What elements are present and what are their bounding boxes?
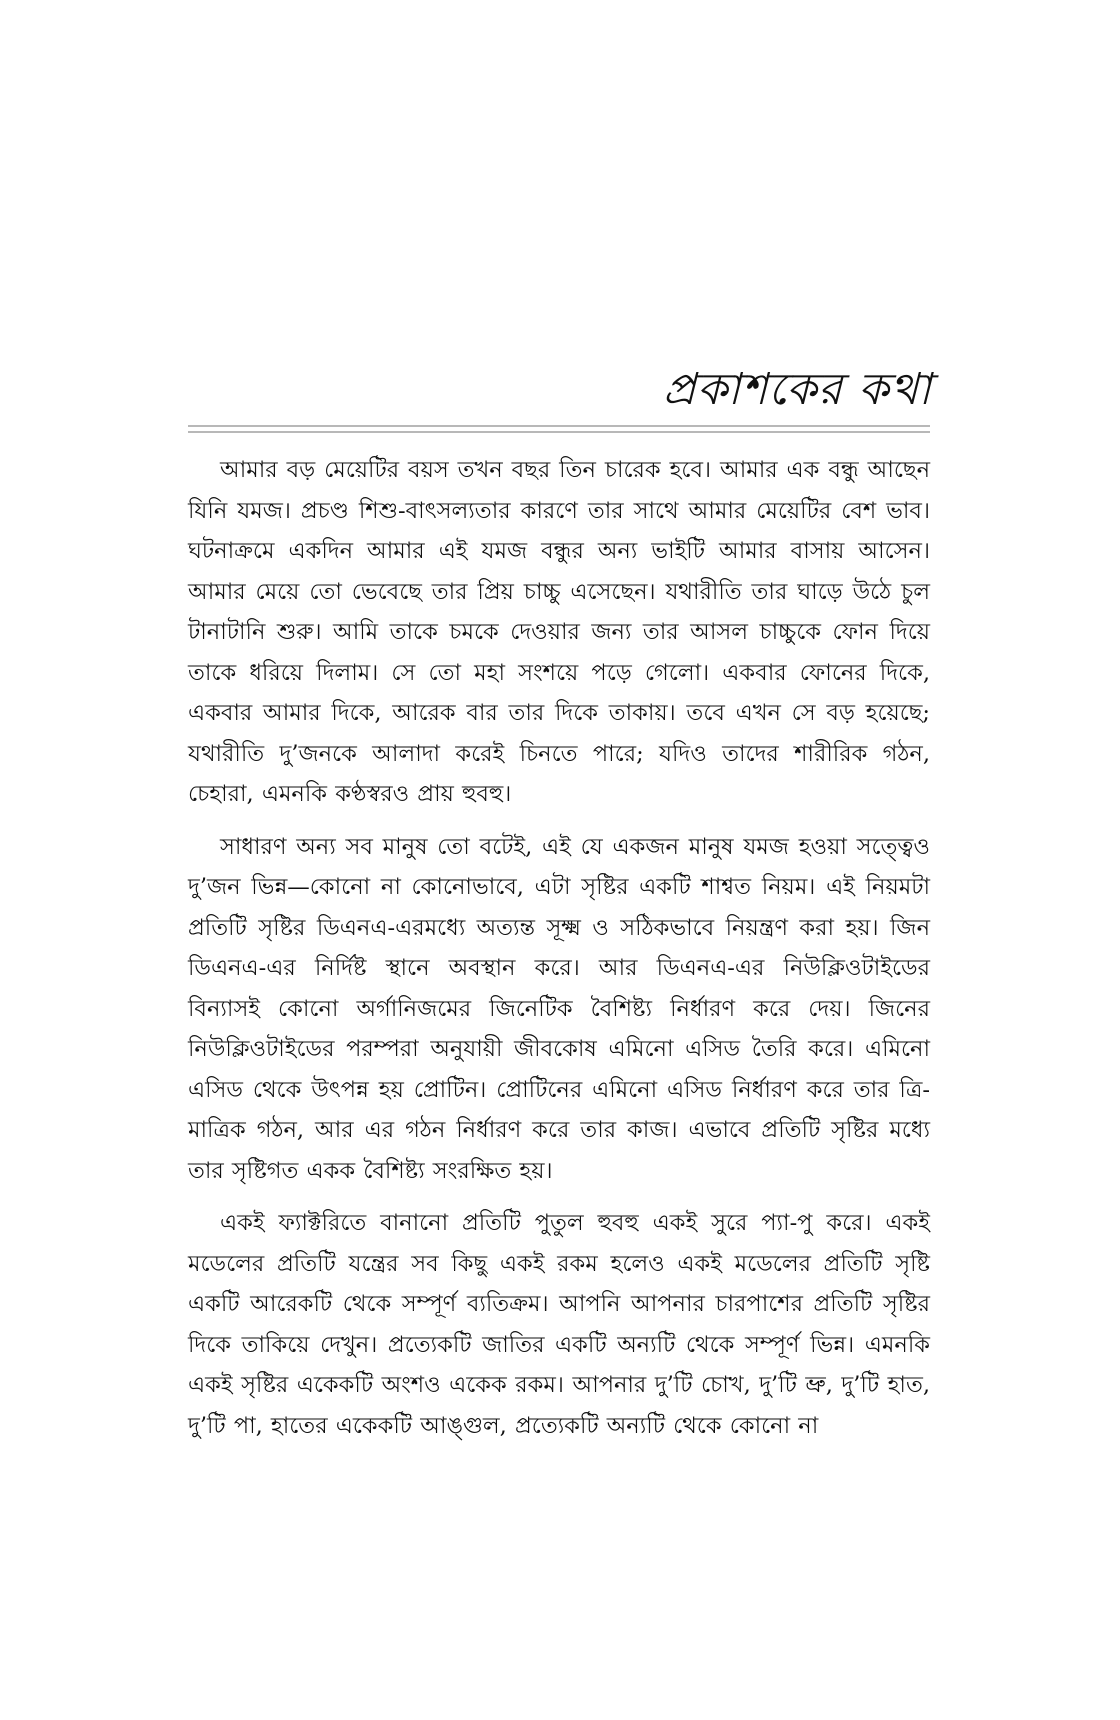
paragraph-1: আমার বড় মেয়েটির বয়স তখন বছর তিন চারেক হবে। আমার এক বন্ধু আছেন যিনি যমজ। প্রচণ্ড শিশু-বাৎসল্যতার কারণে তার সাথে আমার মেয়েটির বেশ ভাব। ঘটনাক্রমে একদিন আমার এই যমজ বন্ধুর অন্য ভাইটি আমার বাসায় আসেন। আমার মেয়ে তো ভেবেছে তার প্রিয় চাচ্চু এসেছেন। যথারীতি তার ঘাড়ে উঠে চুল টানাটানি শুরু। আমি তাকে চমকে দেওয়ার জন্য তার আসল চাচ্চুকে ফোন দিয়ে তাকে ধরিয়ে দিলাম। সে তো মহা সংশয়ে পড়ে গেলো। একবার ফোনের দিকে, একবার আমার দিকে, আরেক বার তার দিকে তাকায়। তবে এখন সে বড় হয়েছে; যথারীতি দু’জনকে আলাদা করেই চিনতে পারে; যদিও তাদের শারীরিক গঠন, চেহারা, এমনকি কণ্ঠস্বরও প্রায় হুবহু।	[188, 457, 930, 807]
heading-divider-top	[188, 425, 930, 427]
paragraph-3: একই ফ্যাক্টরিতে বানানো প্রতিটি পুতুল হুবহু একই সুরে প্যা-পু করে। একই মডেলের প্রতিটি যন্ত্রের সব কিছু একই রকম হলেও একই মডেলের প্রতিটি সৃষ্টি একটি আরেকটি থেকে সম্পূর্ণ ব্যতিক্রম। আপনি আপনার চারপাশের প্রতিটি সৃষ্টির দিকে তাকিয়ে দেখুন। প্রত্যেকটি জাতির একটি অন্যটি থেকে সম্পূর্ণ ভিন্ন। এমনকি একই সৃষ্টির একেকটি অংশও একেক রকম। আপনার দু’টি চোখ, দু’টি ভ্রু, দু’টি হাত, দু’টি পা, হাতের একেকটি আঙ্গুল, প্রত্যেকটি অন্যটি থেকে কোনো না	[188, 1210, 930, 1439]
chapter-heading: প্রকাশকের কথা	[662, 364, 932, 415]
paragraph-2: সাধারণ অন্য সব মানুষ তো বটেই, এই যে একজন মানুষ যমজ হওয়া সত্ত্বেও দু’জন ভিন্ন—কোনো না কোনোভাবে, এটা সৃষ্টির একটি শাশ্বত নিয়ম। এই নিয়মটা প্রতিটি সৃষ্টির ডিএনএ-এরমধ্যে অত্যন্ত সূক্ষ্ম ও সঠিকভাবে নিয়ন্ত্রণ করা হয়। জিন ডিএনএ-এর নির্দিষ্ট স্থানে অবস্থান করে। আর ডিএনএ-এর নিউক্লিওটাইডের বিন্যাসই কোনো অর্গানিজমের জিনেটিক বৈশিষ্ট্য নির্ধারণ করে দেয়। জিনের নিউক্লিওটাইডের পরম্পরা অনুযায়ী জীবকোষ এমিনো এসিড তৈরি করে। এমিনো এসিড থেকে উৎপন্ন হয় প্রোটিন। প্রোটিনের এমিনো এসিড নির্ধারণ করে তার ত্রি-মাত্রিক গঠন, আর এর গঠন নির্ধারণ করে তার কাজ। এভাবে প্রতিটি সৃষ্টির মধ্যে তার সৃষ্টিগত একক বৈশিষ্ট্য সংরক্ষিত হয়।	[188, 833, 930, 1184]
body-text	[188, 450, 930, 1458]
heading-divider-bottom	[188, 431, 930, 433]
